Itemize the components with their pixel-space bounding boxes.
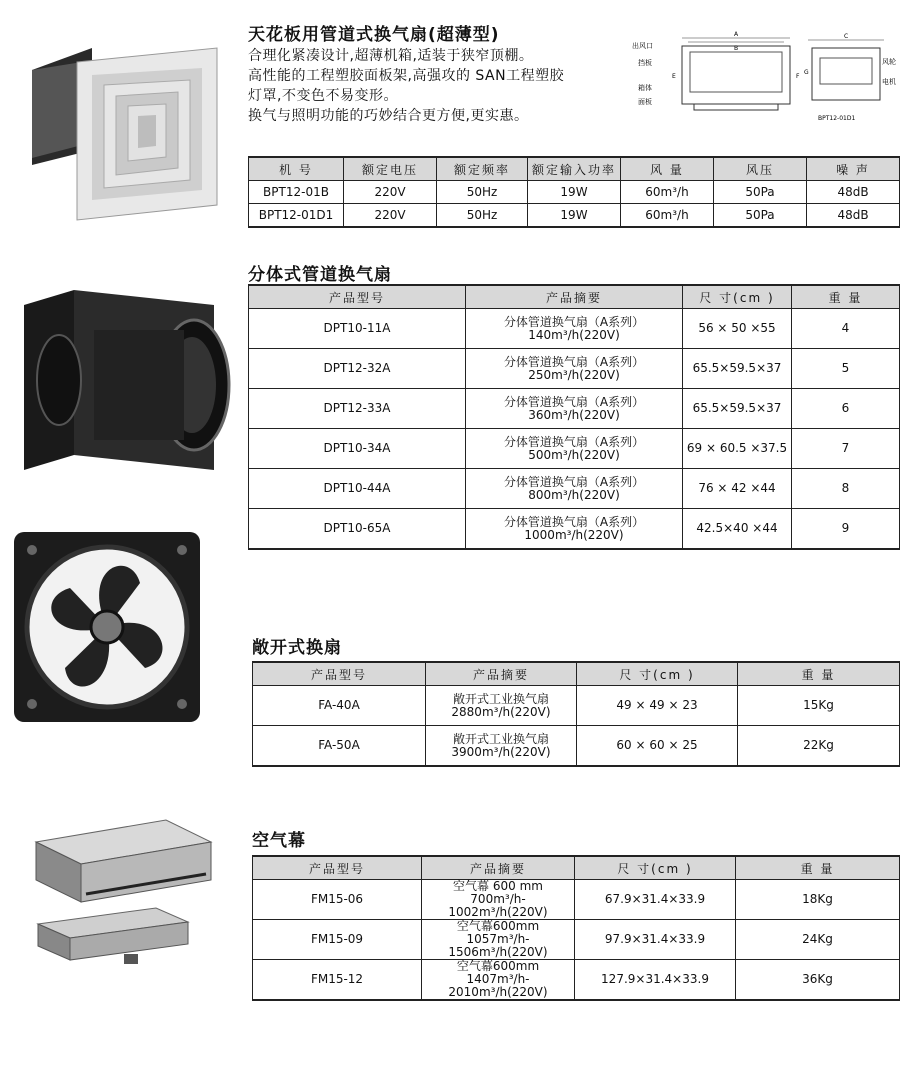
table-row — [253, 920, 900, 960]
cell: 22Kg — [738, 726, 900, 767]
cell: 97.9×31.4×33.9 — [575, 920, 736, 960]
cell: DPT10-11A — [249, 309, 466, 349]
dim-label: E — [672, 73, 676, 80]
table-header — [249, 157, 900, 181]
cell — [466, 389, 683, 429]
summary: 敞开式工业换气扇 — [452, 731, 549, 746]
cell — [426, 726, 577, 767]
air-curtain-photo — [26, 812, 216, 972]
cell: 15Kg — [738, 686, 900, 726]
cell — [466, 429, 683, 469]
cell: 5 — [792, 349, 900, 389]
col-header: 额定电压 — [344, 157, 437, 181]
cell — [422, 920, 575, 960]
table-row — [253, 880, 900, 920]
cell: 48dB — [807, 204, 900, 228]
dim-label: A — [734, 31, 739, 38]
desc-line: 换气与照明功能的巧妙结合更方便,更实惠。 — [248, 108, 529, 124]
col-header: 产品摘要 — [426, 662, 577, 686]
table-row — [249, 509, 900, 550]
spec-table-2 — [248, 284, 900, 550]
summary-sub: 1000m³/h(220V) — [524, 527, 624, 542]
cell: 36Kg — [736, 960, 900, 1001]
spec-table-4 — [252, 855, 900, 1001]
diagram-label: 电机 — [882, 78, 896, 86]
cell — [422, 960, 575, 1001]
table-header — [249, 285, 900, 309]
dim-label: C — [844, 33, 849, 40]
cell: FM15-09 — [253, 920, 422, 960]
table-row — [249, 309, 900, 349]
cell: BPT12-01B — [249, 181, 344, 204]
summary: 分体管道换气扇（A系列） — [503, 474, 645, 489]
cell: 220V — [344, 204, 437, 228]
col-header: 重 量 — [736, 856, 900, 880]
summary-sub: 140m³/h(220V) — [528, 327, 620, 342]
dim-label: G — [804, 69, 809, 76]
cell: 65.5×59.5×37 — [683, 389, 792, 429]
cell — [466, 469, 683, 509]
col-header: 额定频率 — [437, 157, 528, 181]
cell: 9 — [792, 509, 900, 550]
table-row — [253, 726, 900, 767]
table-row — [253, 686, 900, 726]
col-header: 噪 声 — [807, 157, 900, 181]
cell: 8 — [792, 469, 900, 509]
spec-table-1 — [248, 156, 900, 228]
desc-line: 高性能的工程塑胶面板架,高强攻的 SAN工程塑胶 — [248, 68, 565, 84]
col-header: 尺 寸(cm ) — [683, 285, 792, 309]
industrial-fan-photo — [10, 528, 205, 728]
cell — [466, 509, 683, 550]
cell: 50Hz — [437, 204, 528, 228]
cell — [422, 880, 575, 920]
cell: 19W — [528, 204, 621, 228]
section1-description — [248, 46, 638, 126]
cell: DPT10-65A — [249, 509, 466, 550]
cell: FA-40A — [253, 686, 426, 726]
cell: FM15-12 — [253, 960, 422, 1001]
diagram-label: 箱体 — [638, 84, 652, 92]
cell: BPT12-01D1 — [249, 204, 344, 228]
cell: 6 — [792, 389, 900, 429]
summary-sub: 3900m³/h(220V) — [451, 744, 551, 759]
section2-title: 分体式管道换气扇 — [248, 265, 392, 285]
section3-title: 敞开式换扇 — [252, 638, 342, 658]
section4-title: 空气幕 — [252, 831, 306, 851]
table-row — [249, 469, 900, 509]
table-header — [253, 662, 900, 686]
split-duct-fan-photo — [14, 285, 234, 480]
table-row — [249, 204, 900, 228]
col-header: 尺 寸(cm ) — [575, 856, 736, 880]
cell: 24Kg — [736, 920, 900, 960]
table-row — [253, 960, 900, 1001]
cell: 60m³/h — [621, 181, 714, 204]
col-header: 尺 寸(cm ) — [577, 662, 738, 686]
summary-sub: 800m³/h(220V) — [528, 487, 620, 502]
dim-label: F — [796, 73, 800, 80]
desc-line: 合理化紧凑设计,超薄机箱,适装于狭窄顶棚。 — [248, 48, 534, 64]
cell: DPT10-44A — [249, 469, 466, 509]
summary: 空气幕600mm — [456, 959, 540, 973]
col-header: 风压 — [714, 157, 807, 181]
diagram-label: 出风口 — [632, 42, 653, 50]
summary: 分体管道换气扇（A系列） — [503, 354, 645, 369]
spec-table-3 — [252, 661, 900, 767]
cell: DPT12-32A — [249, 349, 466, 389]
col-header: 重 量 — [738, 662, 900, 686]
summary-sub: 360m³/h(220V) — [528, 407, 620, 422]
cell: 4 — [792, 309, 900, 349]
cell: 50Hz — [437, 181, 528, 204]
ceiling-fan-photo — [22, 40, 222, 225]
summary: 分体管道换气扇（A系列） — [503, 314, 645, 329]
summary-sub: 2880m³/h(220V) — [451, 704, 551, 719]
summary-sub: 700m³/h-1002m³/h(220V) — [448, 892, 548, 919]
cell: 50Pa — [714, 181, 807, 204]
cell — [466, 309, 683, 349]
table-header — [253, 856, 900, 880]
summary: 空气幕600mm — [456, 919, 540, 933]
col-header: 产品摘要 — [422, 856, 575, 880]
col-header: 产品型号 — [249, 285, 466, 309]
summary: 分体管道换气扇（A系列） — [503, 434, 645, 449]
col-header: 产品摘要 — [466, 285, 683, 309]
dim-label: B — [734, 45, 739, 52]
cell: 76 × 42 ×44 — [683, 469, 792, 509]
cell: 60 × 60 × 25 — [577, 726, 738, 767]
cell — [426, 686, 577, 726]
col-header: 风 量 — [621, 157, 714, 181]
cell: 48dB — [807, 181, 900, 204]
col-header: 机 号 — [249, 157, 344, 181]
table-row — [249, 389, 900, 429]
diagram-caption: BPT12-01D1 — [818, 115, 856, 122]
technical-diagram — [632, 28, 900, 128]
table-row — [249, 349, 900, 389]
summary: 分体管道换气扇（A系列） — [503, 514, 645, 529]
cell: 7 — [792, 429, 900, 469]
cell: FA-50A — [253, 726, 426, 767]
cell: 67.9×31.4×33.9 — [575, 880, 736, 920]
cell: DPT12-33A — [249, 389, 466, 429]
summary: 分体管道换气扇（A系列） — [503, 394, 645, 409]
diagram-label: 风轮 — [882, 58, 896, 66]
cell: 19W — [528, 181, 621, 204]
summary: 空气幕 600 mm — [453, 879, 543, 893]
cell: 60m³/h — [621, 204, 714, 228]
col-header: 重 量 — [792, 285, 900, 309]
cell — [466, 349, 683, 389]
summary-sub: 1057m³/h-1506m³/h(220V) — [448, 932, 548, 959]
cell: 49 × 49 × 23 — [577, 686, 738, 726]
cell: 50Pa — [714, 204, 807, 228]
table-row — [249, 429, 900, 469]
cell: 69 × 60.5 ×37.5 — [683, 429, 792, 469]
desc-line: 灯罩,不变色不易变形。 — [248, 88, 398, 104]
summary-sub: 500m³/h(220V) — [528, 447, 620, 462]
summary: 敞开式工业换气扇 — [452, 691, 549, 706]
section1-title: 天花板用管道式换气扇(超薄型) — [248, 25, 500, 45]
cell: FM15-06 — [253, 880, 422, 920]
summary-sub: 250m³/h(220V) — [528, 367, 620, 382]
col-header: 产品型号 — [253, 856, 422, 880]
cell: 127.9×31.4×33.9 — [575, 960, 736, 1001]
cell: 220V — [344, 181, 437, 204]
summary-sub: 1407m³/h-2010m³/h(220V) — [448, 972, 548, 999]
cell: 18Kg — [736, 880, 900, 920]
cell: DPT10-34A — [249, 429, 466, 469]
cell: 56 × 50 ×55 — [683, 309, 792, 349]
diagram-label: 面板 — [638, 98, 652, 106]
cell: 42.5×40 ×44 — [683, 509, 792, 550]
col-header: 额定输入功率 — [528, 157, 621, 181]
table-row — [249, 181, 900, 204]
diagram-label: 挡板 — [638, 59, 652, 67]
col-header: 产品型号 — [253, 662, 426, 686]
cell: 65.5×59.5×37 — [683, 349, 792, 389]
